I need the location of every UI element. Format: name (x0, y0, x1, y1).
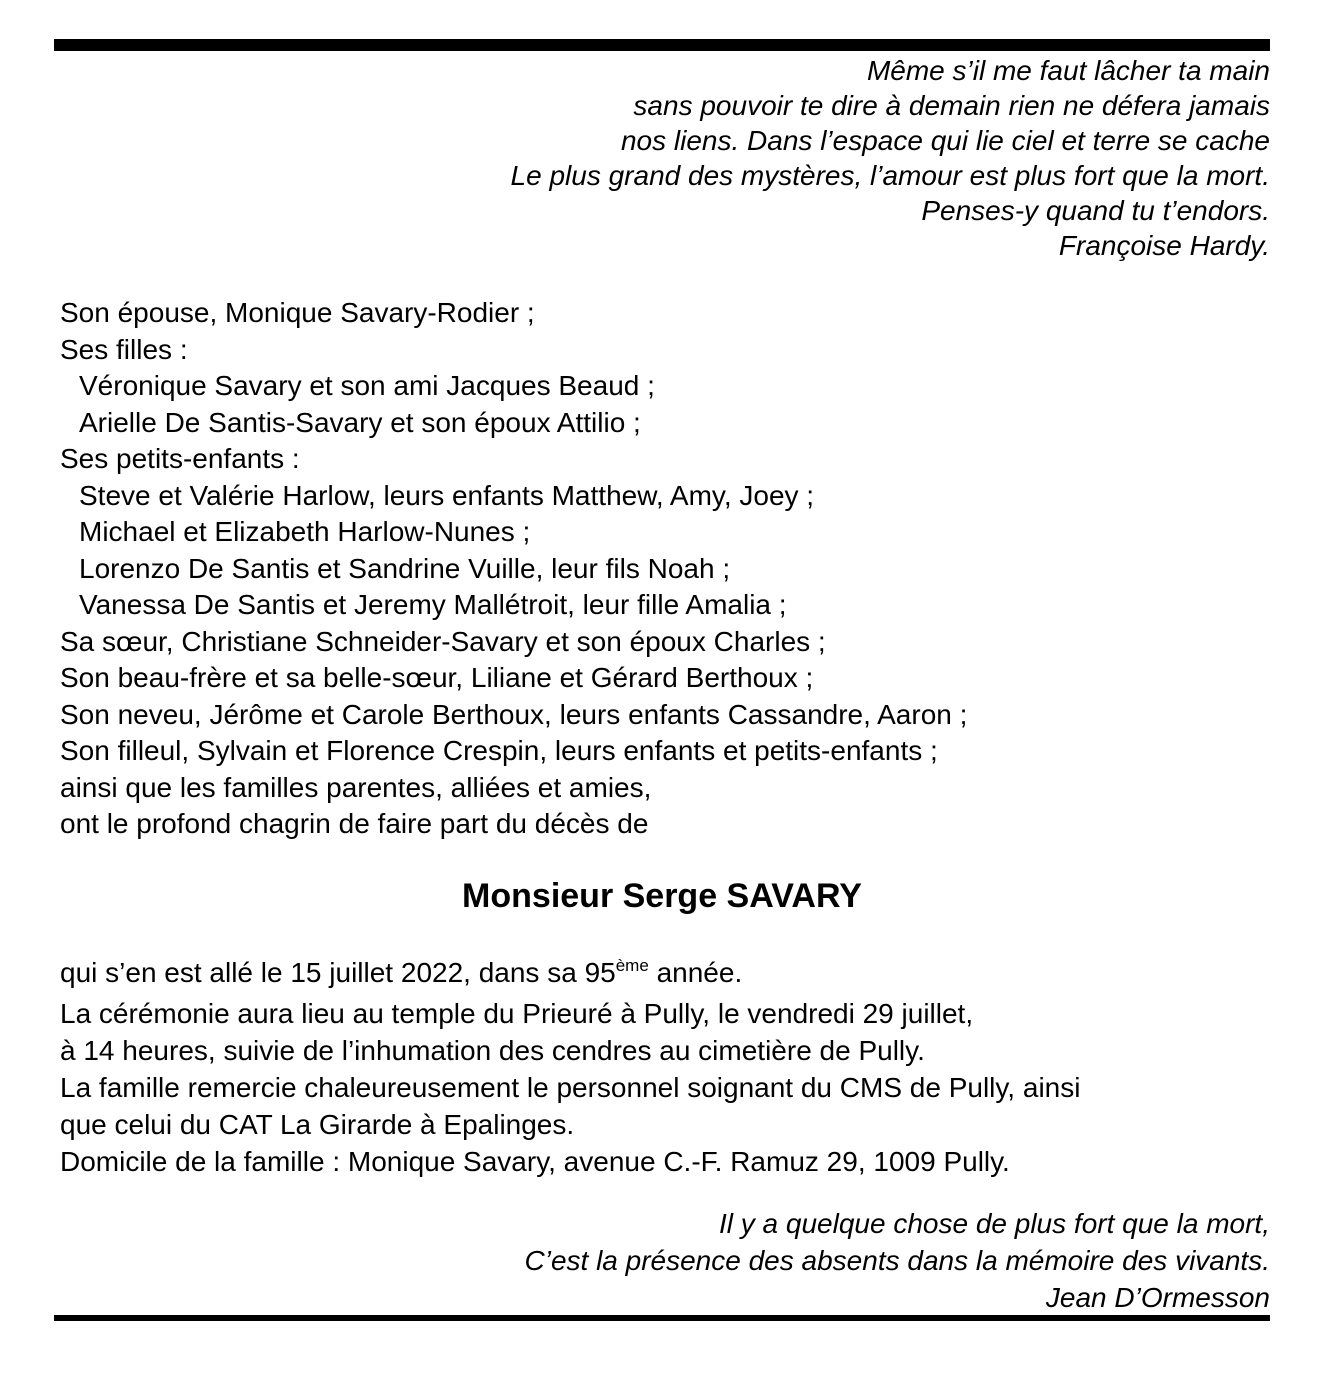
ceremony-details (60, 954, 1288, 1180)
bottom-rule (54, 1315, 1270, 1321)
family-line: ont le profond chagrin de faire part du décès de (60, 808, 649, 839)
detail-line: La famille remercie chaleureusement le personnel soignant du CMS de Pully, ainsi (60, 1072, 1081, 1103)
quote-line: C’est la présence des absents dans la mémoire des vivants. (524, 1245, 1270, 1276)
superscript-ordinal: ème (615, 956, 649, 975)
quote-line: sans pouvoir te dire à demain rien ne défera jamais (633, 90, 1270, 121)
family-line: Véronique Savary et son ami Jacques Beaud ; (79, 370, 655, 401)
family-list (60, 295, 1278, 843)
detail-line: La cérémonie aura lieu au temple du Prieuré à Pully, le vendredi 29 juillet, (60, 998, 974, 1029)
family-line: Son beau-frère et sa belle-sœur, Liliane et Gérard Berthoux ; (60, 662, 814, 693)
family-line: Son filleul, Sylvain et Florence Crespin, leurs enfants et petits-enfants ; (60, 735, 938, 766)
detail-line-start: qui s’en est allé le 15 juillet 2022, dans sa 95 (60, 957, 616, 988)
family-line: Vanessa De Santis et Jeremy Mallétroit, leur fille Amalia ; (79, 589, 787, 620)
family-line: Ses petits-enfants : (60, 443, 300, 474)
family-line: Son épouse, Monique Savary-Rodier ; (60, 297, 535, 328)
quote-attribution: Jean D’Ormesson (1045, 1282, 1270, 1313)
quote-attribution: Françoise Hardy. (1058, 230, 1270, 261)
closing-quote (54, 1205, 1270, 1316)
top-rule (54, 39, 1270, 51)
family-line: Michael et Elizabeth Harlow-Nunes ; (79, 516, 531, 547)
quote-line: nos liens. Dans l’espace qui lie ciel et terre se cache (620, 125, 1270, 156)
quote-line: Le plus grand des mystères, l’amour est plus fort que la mort. (510, 160, 1270, 191)
family-line: Ses filles : (60, 333, 188, 365)
detail-line: que celui du CAT La Girarde à Epalinges. (60, 1109, 575, 1140)
deceased-name: Monsieur Serge SAVARY (462, 877, 862, 915)
family-line: Steve et Valérie Harlow, leurs enfants Matthew, Amy, Joey ; (79, 479, 815, 511)
family-line: Sa sœur, Christiane Schneider-Savary et son époux Charles ; (60, 625, 826, 657)
quote-line: Même s’il me faut lâcher ta main (866, 55, 1270, 86)
family-line: Arielle De Santis-Savary et son époux Attilio ; (79, 406, 641, 438)
detail-line (60, 954, 1288, 995)
family-line: Lorenzo De Santis et Sandrine Vuille, leur fils Noah ; (79, 552, 731, 584)
family-line: Son neveu, Jérôme et Carole Berthoux, leurs enfants Cassandre, Aaron ; (60, 698, 968, 730)
opening-quote (54, 53, 1270, 263)
quote-line: Penses-y quand tu t’endors. (921, 195, 1270, 226)
detail-line: à 14 heures, suivie de l’inhumation des cendres au cimetière de Pully. (60, 1035, 925, 1066)
family-line: ainsi que les familles parentes, alliées et amies, (60, 771, 652, 803)
detail-line: Domicile de la famille : Monique Savary, avenue C.-F. Ramuz 29, 1009 Pully. (60, 1146, 1010, 1177)
quote-line: Il y a quelque chose de plus fort que la mort, (719, 1208, 1270, 1239)
detail-line-end: année. (648, 957, 743, 988)
